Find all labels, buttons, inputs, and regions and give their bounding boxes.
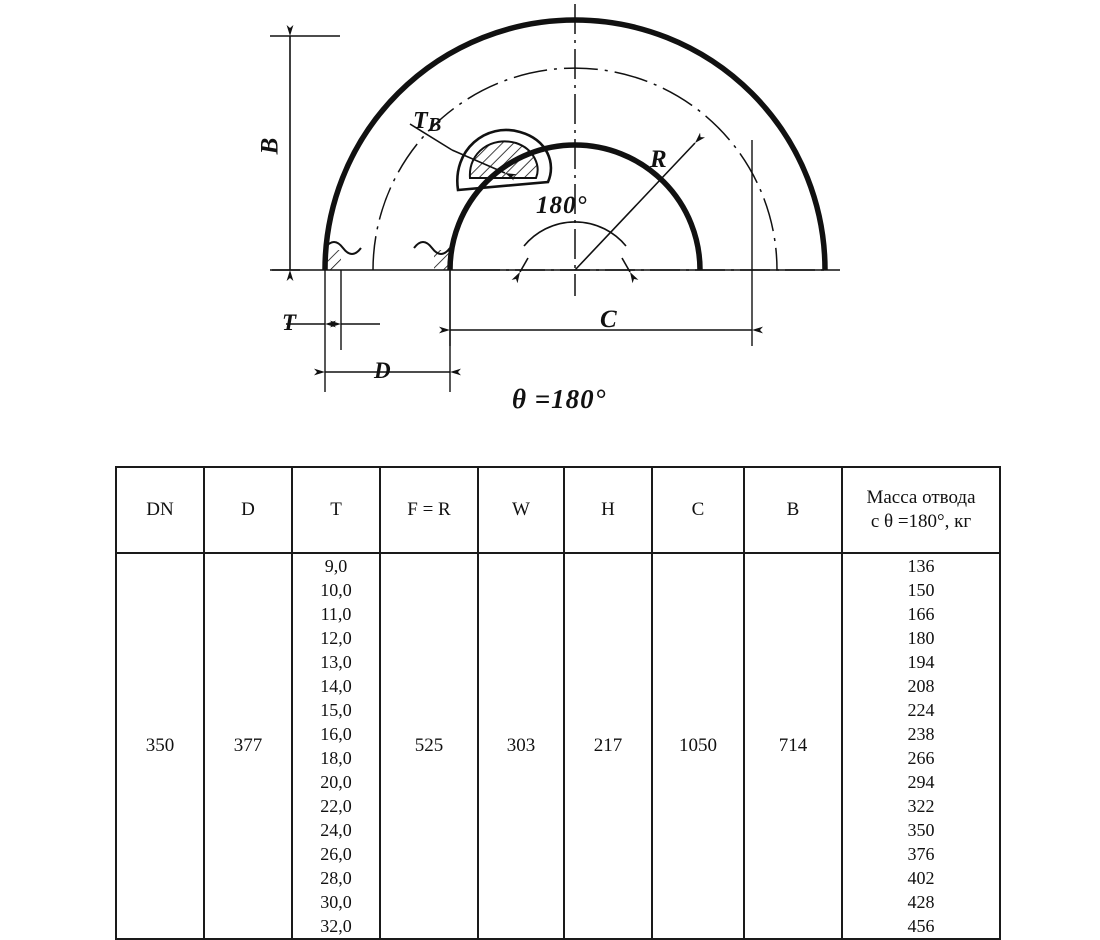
mass-value: 456 — [907, 916, 935, 937]
mass-value: 350 — [907, 820, 935, 841]
mass-value: 238 — [907, 724, 935, 745]
mass-value: 166 — [907, 604, 935, 625]
mass-value: 376 — [907, 844, 935, 865]
header-row — [116, 467, 1000, 553]
table-body — [116, 553, 1000, 939]
label-T-wall: T — [413, 108, 428, 134]
t-value: 28,0 — [320, 868, 352, 889]
header-w: W — [478, 467, 564, 553]
mass-value: 150 — [907, 580, 935, 601]
header-dn: DN — [116, 467, 204, 553]
mass-value: 180 — [907, 628, 935, 649]
cell-mass-list — [842, 553, 1000, 939]
spec-table-wrapper — [115, 466, 981, 940]
t-value: 16,0 — [320, 724, 352, 745]
t-value: 13,0 — [320, 652, 352, 673]
cell-d: 377 — [204, 553, 292, 939]
table-row — [116, 553, 1000, 939]
label-theta-title: θ =180° — [512, 384, 607, 414]
t-value: 22,0 — [320, 796, 352, 817]
header-t: T — [292, 467, 380, 553]
cell-c: 1050 — [652, 553, 744, 939]
t-value: 14,0 — [320, 676, 352, 697]
t-value: 30,0 — [320, 892, 352, 913]
header-mass-line1: Масса отвода — [866, 487, 976, 509]
t-value: 12,0 — [320, 628, 352, 649]
table-head — [116, 467, 1000, 553]
t-value: 20,0 — [320, 772, 352, 793]
mass-value: 322 — [907, 796, 935, 817]
header-mass — [842, 467, 1000, 553]
t-value: 32,0 — [320, 916, 352, 937]
cell-dn: 350 — [116, 553, 204, 939]
mass-value: 224 — [907, 700, 935, 721]
cell-h: 217 — [564, 553, 652, 939]
t-value: 24,0 — [320, 820, 352, 841]
t-value: 18,0 — [320, 748, 352, 769]
header-d: D — [204, 467, 292, 553]
mass-value: 208 — [907, 676, 935, 697]
label-B-wall: B — [428, 114, 442, 136]
section-hatch-right — [434, 250, 450, 270]
elbow-schematic-svg — [0, 0, 1100, 440]
t-value: 10,0 — [320, 580, 352, 601]
header-h: H — [564, 467, 652, 553]
t-value: 11,0 — [320, 604, 352, 625]
mass-value: 428 — [907, 892, 935, 913]
label-B: B — [256, 137, 284, 155]
t-value: 9,0 — [324, 556, 348, 576]
mass-value: 402 — [907, 868, 935, 889]
header-f-r: F = R — [380, 467, 478, 553]
header-mass-line2: с θ =180°, кг — [870, 511, 972, 532]
mass-value: 266 — [907, 748, 935, 769]
mass-value: 294 — [907, 772, 935, 793]
label-T: T — [282, 310, 297, 335]
mass-value: 136 — [907, 556, 935, 576]
section-hatch-left — [325, 250, 341, 270]
label-C: C — [600, 306, 617, 333]
label-D: D — [374, 358, 391, 383]
elbow-drawing — [0, 0, 1100, 440]
spec-table — [115, 466, 1001, 940]
cell-t-list — [292, 553, 380, 939]
label-angle-inner: 180° — [536, 192, 588, 219]
mass-value: 194 — [907, 652, 935, 673]
header-b: B — [744, 467, 842, 553]
header-c: C — [652, 467, 744, 553]
label-R: R — [650, 146, 667, 173]
t-value: 26,0 — [320, 844, 352, 865]
t-value: 15,0 — [320, 700, 352, 721]
cell-b: 714 — [744, 553, 842, 939]
cell-w: 303 — [478, 553, 564, 939]
cell-f-r: 525 — [380, 553, 478, 939]
